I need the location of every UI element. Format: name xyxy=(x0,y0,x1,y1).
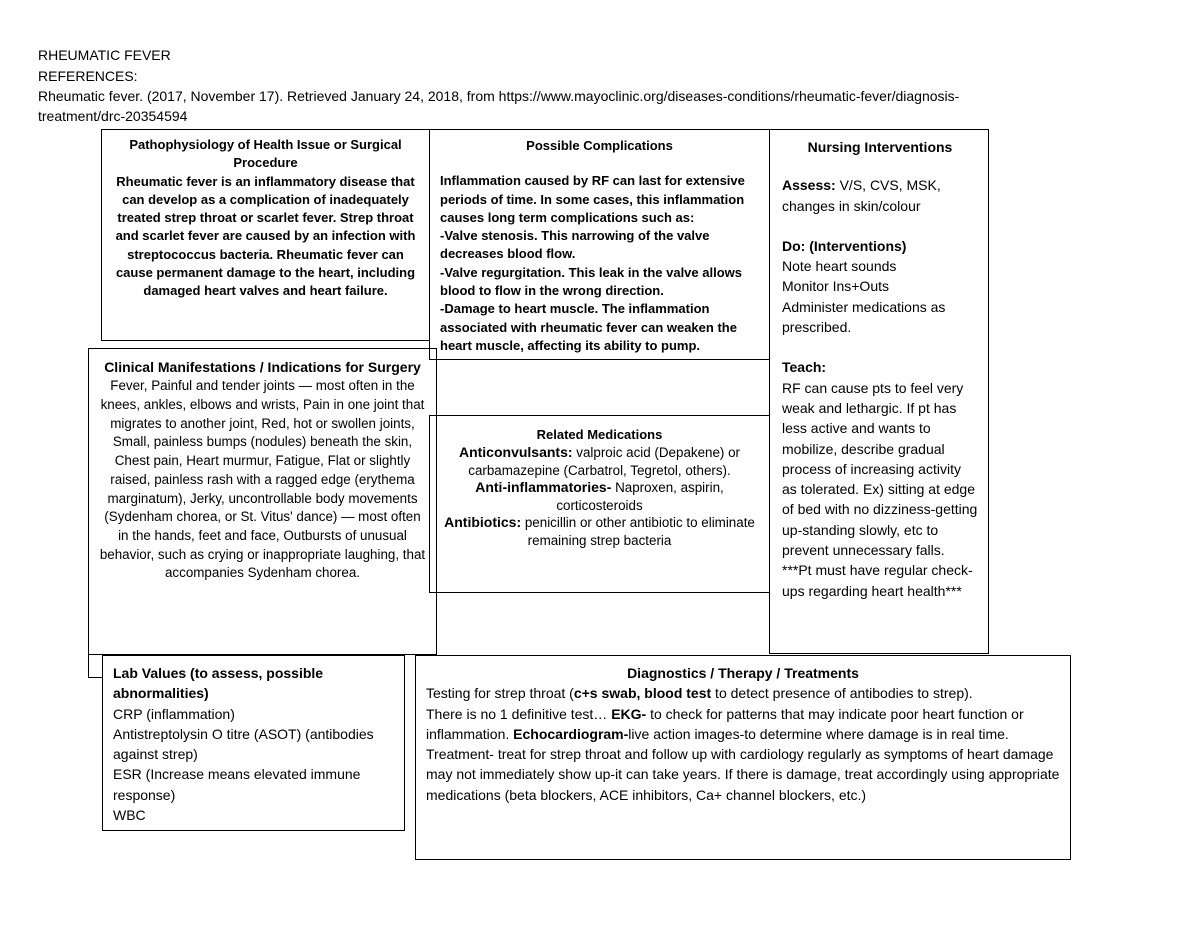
diagnostics-paragraph: Treatment- treat for strep throat and follow up with cardiology regularly as symptoms of heart damage may not immediately show up-it can take years. If there is damage, treat accordingly using appropriate medications (beta blockers, ACE inhibitors, Ca+ channel blockers, etc.) xyxy=(426,746,1060,803)
complication-line: -Valve stenosis. This narrowing of the valve decreases blood flow. xyxy=(440,228,710,262)
diagnostics-emphasis: EKG- xyxy=(611,705,647,722)
do-item: Administer medications as prescribed. xyxy=(782,298,946,336)
do-item: Monitor Ins+Outs xyxy=(782,278,889,295)
medication-item xyxy=(440,514,759,549)
lab-values-title: Lab Values (to assess, possible abnormalities) xyxy=(113,665,324,702)
complications-title: Possible Complications xyxy=(526,138,673,153)
medication-class: Antibiotics: xyxy=(444,514,522,531)
lab-item: CRP (inflammation) xyxy=(113,705,235,722)
teach-text: RF can cause pts to feel very weak and lethargic. If pt has less active and wants to mobilize, describe gradual process of increasing activity as tolerated. Ex) sitting at edge of bed with no dizziness-getting up-standing slowly, etc to prevent unnecessary falls. xyxy=(782,379,978,559)
citation-line-2: treatment/drc-20354594 xyxy=(38,108,188,124)
diagnostics-text: to check for patterns that may indicate poor heart function or inflammation. xyxy=(426,705,1024,742)
nursing-interventions-box xyxy=(769,129,989,654)
diagnostics-text: live action images-to determine where damage is in real time. xyxy=(628,725,1009,742)
clinical-manifestations-title: Clinical Manifestations / Indications for Surgery xyxy=(104,359,421,375)
medication-class: Anti-inflammatories- xyxy=(475,479,612,496)
lab-values-box xyxy=(102,655,405,831)
diagnostics-emphasis: Echocardiogram- xyxy=(513,725,629,742)
assess-text: V/S, CVS, MSK, changes in skin/colour xyxy=(782,177,941,214)
do-item: Note heart sounds xyxy=(782,258,897,275)
clinical-manifestations-box xyxy=(88,348,437,655)
medication-text: Naproxen, aspirin, corticosteroids xyxy=(556,480,724,513)
teach-label: Teach: xyxy=(782,359,827,376)
teach-note: ***Pt must have regular check-ups regarding heart health*** xyxy=(782,562,973,599)
complication-line: -Valve regurgitation. This leak in the valve allows blood to flow in the wrong direction. xyxy=(440,264,742,299)
medication-text: penicillin or other antibiotic to eliminate remaining strep bacteria xyxy=(521,515,755,548)
medication-text: valproic acid (Depakene) or carbamazepine (Carbatrol, Tegretol, others). xyxy=(468,445,741,478)
diagnostics-text: There is no 1 definitive test… xyxy=(426,705,612,722)
connector-line xyxy=(436,360,437,415)
connector-line xyxy=(88,677,103,678)
nursing-interventions-title: Nursing Interventions xyxy=(807,139,953,155)
assess-label: Assess: xyxy=(782,177,836,194)
pathophysiology-body: Rheumatic fever is an inflammatory disease that can develop as a complication of inadequately treated strep throat or scarlet fever. Strep throat and scarlet fever are caused by an infection with streptococcus bacteria. Rheumatic fever can cause permanent damage to the heart, including damaged heart valves and heart failure. xyxy=(115,173,416,299)
connector-line xyxy=(436,593,437,655)
diagnostics-box xyxy=(415,655,1071,860)
references-label: REFERENCES: xyxy=(38,68,138,84)
medication-class: Anticonvulsants: xyxy=(458,444,573,461)
complication-line: Inflammation caused by RF can last for extensive periods of time. In some cases, this inflammation causes long term complications such as: xyxy=(440,173,745,225)
medication-item xyxy=(440,444,759,479)
diagnostics-text: to detect presence of antibodies to strep). xyxy=(711,685,973,702)
lab-item: Antistreptolysin O titre (ASOT) (antibodies against strep) xyxy=(113,725,374,763)
lab-item: WBC xyxy=(113,807,146,824)
medication-item xyxy=(440,479,759,514)
complications-box xyxy=(429,129,770,360)
diagnostics-paragraph xyxy=(426,704,1060,745)
document-title: RHEUMATIC FEVER xyxy=(38,47,171,63)
do-label: Do: (Interventions) xyxy=(782,237,907,254)
related-medications-box xyxy=(429,415,770,593)
pathophysiology-box xyxy=(101,129,430,341)
assess-section xyxy=(782,175,978,216)
diagnostics-text: Testing for strep throat ( xyxy=(426,685,574,702)
connector-line xyxy=(88,655,89,677)
related-medications-title: Related Medications xyxy=(536,427,663,442)
clinical-manifestations-body: Fever, Painful and tender joints — most often in the knees, ankles, elbows and wrists, Pain in one joint that migrates to another joint, Red, hot or swollen joints, Small, painless bumps (nodules) beneath the skin, Chest pain, Heart murmur, Fatigue, Flat or slightly raised, painless rash with a ragged edge (erythema marginatum), Jerky, uncontrollable body movements (Sydenham chorea, or St. Vitus' dance) — most often in the hands, feet and face, Outbursts of unusual behavior, such as crying or inappropriate laughing, that accompanies Sydenham chorea. xyxy=(99,378,426,581)
complication-line: -Damage to heart muscle. The inflammation associated with rheumatic fever can weaken the heart muscle, affecting its ability to pump. xyxy=(440,301,737,353)
pathophysiology-title: Pathophysiology of Health Issue or Surgical Procedure xyxy=(129,137,402,171)
diagnostics-paragraph xyxy=(426,683,1060,703)
lab-item: ESR (Increase means elevated immune response) xyxy=(113,766,361,803)
diagnostics-title: Diagnostics / Therapy / Treatments xyxy=(627,665,859,681)
diagnostics-emphasis: c+s swab, blood test xyxy=(573,685,712,702)
citation-line-1: Rheumatic fever. (2017, November 17). Retrieved January 24, 2018, from https://www.mayoclinic.org/diseases-conditions/rheumatic-fever/diagnosis- xyxy=(38,88,960,104)
